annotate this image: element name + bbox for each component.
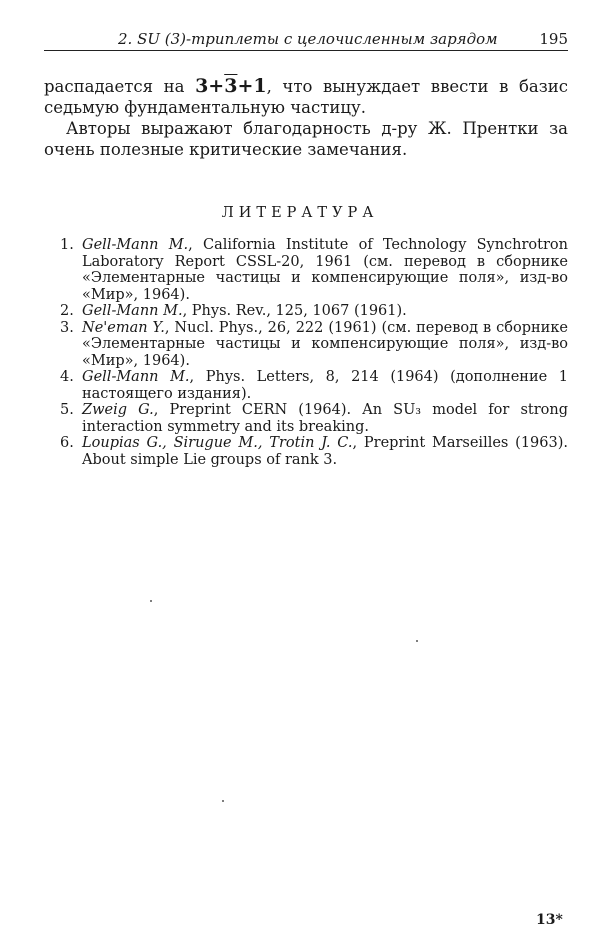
running-title: 2. SU (3)-триплеты с целочисленным зарядом — [118, 30, 498, 48]
signature-mark: 13* — [536, 912, 563, 928]
paragraph-1-end: , что вынуждает ввести в базис седьмую фундаментальную частицу. — [44, 77, 568, 117]
reference-text: , Phys. Rev., 125, 1067 (1961). — [182, 303, 407, 319]
formula-part-a: 3+ — [195, 75, 225, 97]
formula-part-b: 3 — [224, 75, 238, 97]
reference-number: 3. — [60, 319, 74, 336]
paragraph-2: Авторы выражают благодарность д-ру Ж. Прентки за очень полезные критические замечания. — [44, 119, 568, 159]
reference-number: 2. — [60, 303, 74, 319]
speck — [222, 800, 224, 802]
reference-number: 1. — [60, 237, 74, 253]
reference-author: Gell-Mann M. — [82, 237, 189, 253]
paragraph-1-start: распадается на — [44, 77, 196, 96]
reference-item — [60, 435, 568, 468]
speck — [416, 640, 418, 642]
reference-text: , Nucl. Phys., 26, 222 (1961) (см. перевод в сборнике «Элементарные частицы и компенсирующие поля», изд-во «Мир», 1964). — [82, 319, 568, 369]
reference-item — [60, 402, 568, 435]
body-text — [44, 76, 568, 160]
references-title: ЛИТЕРАТУРА — [221, 205, 379, 221]
reference-text: , California Institute of Technology Synchrotron Laboratory Report CSSL-20, 1961 (см. перевод в сборнике «Элементарные частицы и компенсирующие поля», изд-во «Мир», 1964). — [82, 237, 568, 303]
reference-author: Gell-Mann M. — [82, 369, 190, 385]
running-header — [44, 30, 568, 51]
page-number: 195 — [539, 30, 568, 48]
reference-author: Loupias G., Sirugue M., Trotin J. C. — [82, 435, 353, 451]
reference-number: 6. — [60, 435, 74, 451]
reference-author: Gell-Mann M. — [82, 303, 183, 319]
reference-text: , Preprint Marseilles (1963). About simple Lie groups of rank 3. — [82, 435, 568, 468]
reference-list — [60, 237, 568, 468]
paragraph-1 — [44, 76, 568, 118]
formula-part-c: +1 — [237, 75, 267, 97]
reference-text: , Preprint CERN (1964). An SU₃ model for strong interaction symmetry and its breaking. — [82, 402, 568, 435]
reference-item — [60, 369, 568, 402]
reference-item — [60, 303, 568, 320]
reference-item — [60, 237, 568, 303]
reference-author: Ne'eman Y. — [82, 319, 165, 336]
speck — [150, 600, 152, 602]
formula — [195, 75, 267, 97]
reference-number: 5. — [60, 402, 74, 418]
reference-number: 4. — [60, 369, 74, 385]
reference-author: Zweig G. — [82, 402, 154, 418]
reference-text: , Phys. Letters, 8, 214 (1964) (дополнение 1 настоящего издания). — [82, 369, 568, 402]
reference-item — [60, 320, 568, 370]
